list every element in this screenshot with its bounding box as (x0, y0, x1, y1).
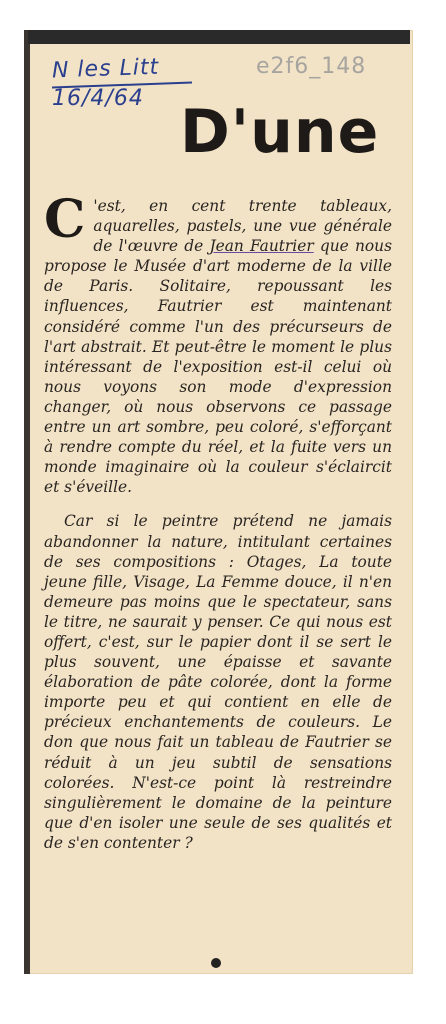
headline: D'une (180, 97, 380, 167)
article-paragraph-1 (44, 189, 392, 497)
article-body (44, 189, 392, 867)
handwritten-source: N les Litt (51, 54, 160, 84)
reference-code: e2f6_148 (256, 54, 367, 79)
top-rule (28, 30, 410, 44)
paragraph-1-start: 'est, en cent trente tableaux, aquarelles, pastels, une vue générale de l'œuvre de (93, 197, 392, 256)
paragraph-1-rest: que nous propose le Musée d'art moderne de la ville de Paris. Solitaire, repoussant les influences, Fautrier est maintenant considéré comme l'un des précurseurs de l'art abstrait. Et peut-être le moment le plus intéressant de l'exposition est-il celui où nous voyons son mode d'expression changer, où nous observons ce passage entre un art sombre, peu coloré, s'efforçant à rendre compte du réel, et la fuite vers un monde imaginaire où la couleur s'éclaircit et s'éveille. (44, 237, 392, 497)
handwritten-date: 16/4/64 (52, 86, 144, 111)
bottom-dot (211, 958, 221, 968)
article-paragraph-2: Car si le peintre prétend ne jamais abandonner la nature, intitulant certaines de ses compositions : Otages, La toute jeune fille, Visage, La Femme douce, il n'en demeure pas moins que le spectateur, sans le titre, ne saurait y penser. Ce qui nous est offert, c'est, sur le papier dont il se sert le plus souvent, une épaisse et savante élaboration de pâte colorée, dont la forme importe peu et qui contient en elle de précieux enchantements de couleurs. Le don que nous fait un tableau de Fautrier se réduit à un jeu subtil de sensations colorées. N'est-ce point là restreindre singulièrement le domaine de la peinture que d'en isoler une seule de ses qualités et de s'en contenter ? (44, 512, 392, 852)
artist-name: Jean Fautrier (209, 237, 314, 256)
clipping-left-edge (24, 30, 30, 974)
drop-cap: C (44, 189, 86, 250)
